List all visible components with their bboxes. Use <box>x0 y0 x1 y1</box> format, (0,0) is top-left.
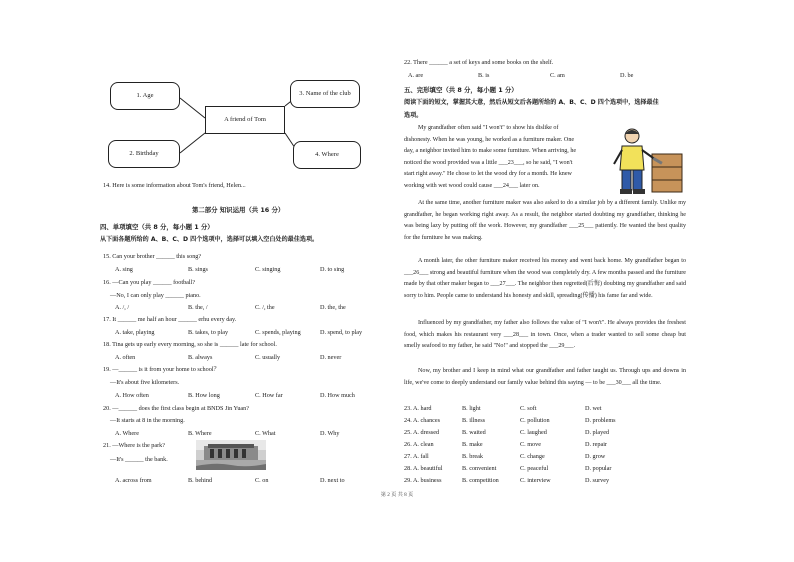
q15-option-d[interactable]: D. to sing <box>320 266 345 273</box>
bank-photo <box>196 440 266 470</box>
q25-option-a[interactable]: 25. A. dressed <box>404 429 440 436</box>
q22-option-d[interactable]: D. be <box>620 72 634 79</box>
section5-instructions-2: 选项。 <box>404 112 423 119</box>
q26-option-a[interactable]: 26. A. clean <box>404 441 434 448</box>
q24-option-b[interactable]: B. illness <box>462 417 486 424</box>
q18-option-c[interactable]: C. usually <box>255 354 281 361</box>
passage-paragraph-4: Influenced by my grandfather, my father also follows the value of "I won't". He always provides the freshest food, which makes his restaurant very ___28___ in town. Once, when a trader wanted to sell some cheap but smelly seafood to my father, he said "No!" and stopped the ___29___. <box>404 320 686 350</box>
q27-option-c[interactable]: C. change <box>520 453 545 460</box>
q16-option-d[interactable]: D. the, the <box>320 304 346 311</box>
q21-option-c[interactable]: C. on <box>255 477 269 484</box>
section4-title: 四、单项填空（共 8 分，每小题 1 分） <box>100 223 214 231</box>
q26-option-c[interactable]: C. move <box>520 441 541 448</box>
q16-option-b[interactable]: B. the, / <box>188 304 208 311</box>
section5-instructions-1: 阅读下面的短文，掌握其大意，然后从短文后各题所给的 A、B、C、D 四个选项中，选择最佳 <box>404 99 659 106</box>
q23-option-b[interactable]: B. light <box>462 405 481 412</box>
q18-option-a[interactable]: A. often <box>115 354 136 361</box>
q19-option-d[interactable]: D. How much <box>320 392 355 399</box>
part2-title: 第二部分 知识运用（共 16 分） <box>192 206 285 214</box>
q16-stem: 16. —Can you play ______ football? <box>103 279 196 286</box>
q27-option-b[interactable]: B. break <box>462 453 483 460</box>
q21-option-a[interactable]: A. across from <box>115 477 152 484</box>
q21-line2: —It's ______ the bank. <box>110 456 168 463</box>
q22-option-b[interactable]: B. is <box>478 72 490 79</box>
q22-option-a[interactable]: A. are <box>408 72 424 79</box>
q27-option-d[interactable]: D. grow <box>585 453 606 460</box>
furniture-maker-illustration <box>608 124 686 196</box>
q19-stem: 19. —______ is it from your home to school？ <box>103 366 220 373</box>
passage-paragraph-2: At the same time, another furniture maker was also asked to do a similar job by a different family. Unlike my grandfather, he began working right away. As a result, the neighbor started doubting my grandfather, thinking he was being lazy by putting off the work. However, my grandfather ___25___ patiently. He wanted the best quality for the furniture he was making. <box>404 200 686 241</box>
q14-text: 14. Here is some information about Tom's friend, Helen... <box>103 182 246 189</box>
passage-paragraph-1 <box>404 123 606 193</box>
diagram-box-club: 3. Name of the club <box>290 80 360 108</box>
q24-option-d[interactable]: D. problems <box>585 417 616 424</box>
q17-stem: 17. It ______ me half an hour ______ erhu every day. <box>103 316 237 323</box>
q19-option-b[interactable]: B. How long <box>188 392 220 399</box>
diagram-box-birthday: 2. Birthday <box>108 140 180 168</box>
p1-line: My grandfather often said "I won't" to show his dislike of <box>418 125 559 131</box>
q21-option-b[interactable]: B. behind <box>188 477 213 484</box>
diagram-box-where: 4. Where <box>293 141 361 169</box>
p1-line: noticed the wood provided was a little ___23___, so he said, "I won't <box>404 159 573 166</box>
q21-stem: 21. —Where is the park? <box>103 442 166 449</box>
q20-line2: —It starts at 8 in the morning. <box>110 417 185 424</box>
q17-option-c[interactable]: C. spends, playing <box>255 329 301 336</box>
q20-option-b[interactable]: B. Where <box>188 430 212 437</box>
q24-option-a[interactable]: 24. A. chances <box>404 417 441 424</box>
q15-option-a[interactable]: A. sing <box>115 266 133 273</box>
page-footer: 第 2 页 共 8 页 <box>380 492 414 498</box>
p1-line: start right away." He chose to let the wood dry for a month. He knew <box>404 171 572 178</box>
q18-option-d[interactable]: D. never <box>320 354 342 361</box>
q23-option-a[interactable]: 23. A. hard <box>404 405 432 412</box>
q19-line2: —It's about five kilometers. <box>110 379 180 386</box>
q27-option-a[interactable]: 27. A. fall <box>404 453 429 460</box>
q17-option-a[interactable]: A. take, playing <box>115 329 155 336</box>
q22-stem: 22. There ______ a set of keys and some books on the shelf. <box>404 59 554 66</box>
q25-option-b[interactable]: B. waited <box>462 429 486 436</box>
q26-option-d[interactable]: D. repair <box>585 441 607 448</box>
q18-stem: 18. Tina gets up early every morning, so she is ______ late for school. <box>103 341 277 348</box>
q17-option-b[interactable]: B. takes, to play <box>188 329 229 336</box>
q25-option-c[interactable]: C. laughed <box>520 429 547 436</box>
section4-instructions: 从下面各题所给的 A、B、C、D 四个选项中，选择可以填入空白处的最佳选项。 <box>100 236 319 243</box>
section5-title: 五、完形填空（共 8 分，每小题 1 分） <box>404 86 518 94</box>
q28-option-d[interactable]: D. popular <box>585 465 612 472</box>
q25-option-d[interactable]: D. played <box>585 429 610 436</box>
q20-option-d[interactable]: D. Why <box>320 430 340 437</box>
p1-line: day, a neighbor invited him to make some furniture. When arriving, he <box>404 148 577 155</box>
q16-option-c[interactable]: C. /, the <box>255 304 275 311</box>
q15-stem: 15. Can your brother ______ this song? <box>103 253 202 260</box>
q20-stem: 20. —______ does the first class begin at BNDS Jin Yuan? <box>103 405 250 412</box>
q28-option-a[interactable]: 28. A. beautiful <box>404 465 443 472</box>
q28-option-c[interactable]: C. peaceful <box>520 465 549 472</box>
p1-line: dishonesty. When he was young, he worked as a furniture maker. One <box>404 136 575 143</box>
q20-option-a[interactable]: A. Where <box>115 430 139 437</box>
diagram-box-age: 1. Age <box>110 82 180 110</box>
q15-option-b[interactable]: B. sings <box>188 266 208 273</box>
q21-option-d[interactable]: D. next to <box>320 477 345 484</box>
q22-option-c[interactable]: C. am <box>550 72 565 79</box>
q20-option-c[interactable]: C. What <box>255 430 276 437</box>
q23-option-d[interactable]: D. wet <box>585 405 602 412</box>
passage-paragraph-5: Now, my brother and I keep in mind what our grandfather and father taught us. Through ups and downs in life, we've come to deeply understand our family value behind this saying — to be ___30___ all the time. <box>404 368 686 386</box>
diagram-box-center: A friend of Tom <box>205 106 285 134</box>
q29-option-b[interactable]: B. competition <box>462 477 499 484</box>
q29-option-c[interactable]: C. interview <box>520 477 551 484</box>
q17-option-d[interactable]: D. spend, to play <box>320 329 363 336</box>
q19-option-c[interactable]: C. How far <box>255 392 283 399</box>
q29-option-d[interactable]: D. survey <box>585 477 610 484</box>
q18-option-b[interactable]: B. always <box>188 354 213 361</box>
q29-option-a[interactable]: 29. A. business <box>404 477 442 484</box>
q23-option-c[interactable]: C. soft <box>520 405 537 412</box>
q15-option-c[interactable]: C. singing <box>255 266 281 273</box>
q24-option-c[interactable]: C. pollution <box>520 417 550 424</box>
p1-line: working with wet wood could cause ___24___ later on. <box>404 182 540 189</box>
q26-option-b[interactable]: B. make <box>462 441 483 448</box>
q16-line2: —No, I can only play ______ piano. <box>110 292 201 299</box>
q28-option-b[interactable]: B. convenient <box>462 465 497 472</box>
q16-option-a[interactable]: A. /, / <box>115 304 130 311</box>
q19-option-a[interactable]: A. How often <box>115 392 149 399</box>
passage-paragraph-3: A month later, the other furniture maker received his money and went back home. My grandfather began to ___26___ strong and beautiful furniture when the wood was completely dry. A few months passed and the furniture made by that other maker began to ___27___. The neighbor then regretted(后悔) doubting my grandfather and said sorry to him. People came to understand his honesty and skill, spreading(传播) his fame far and wide. <box>404 258 686 299</box>
